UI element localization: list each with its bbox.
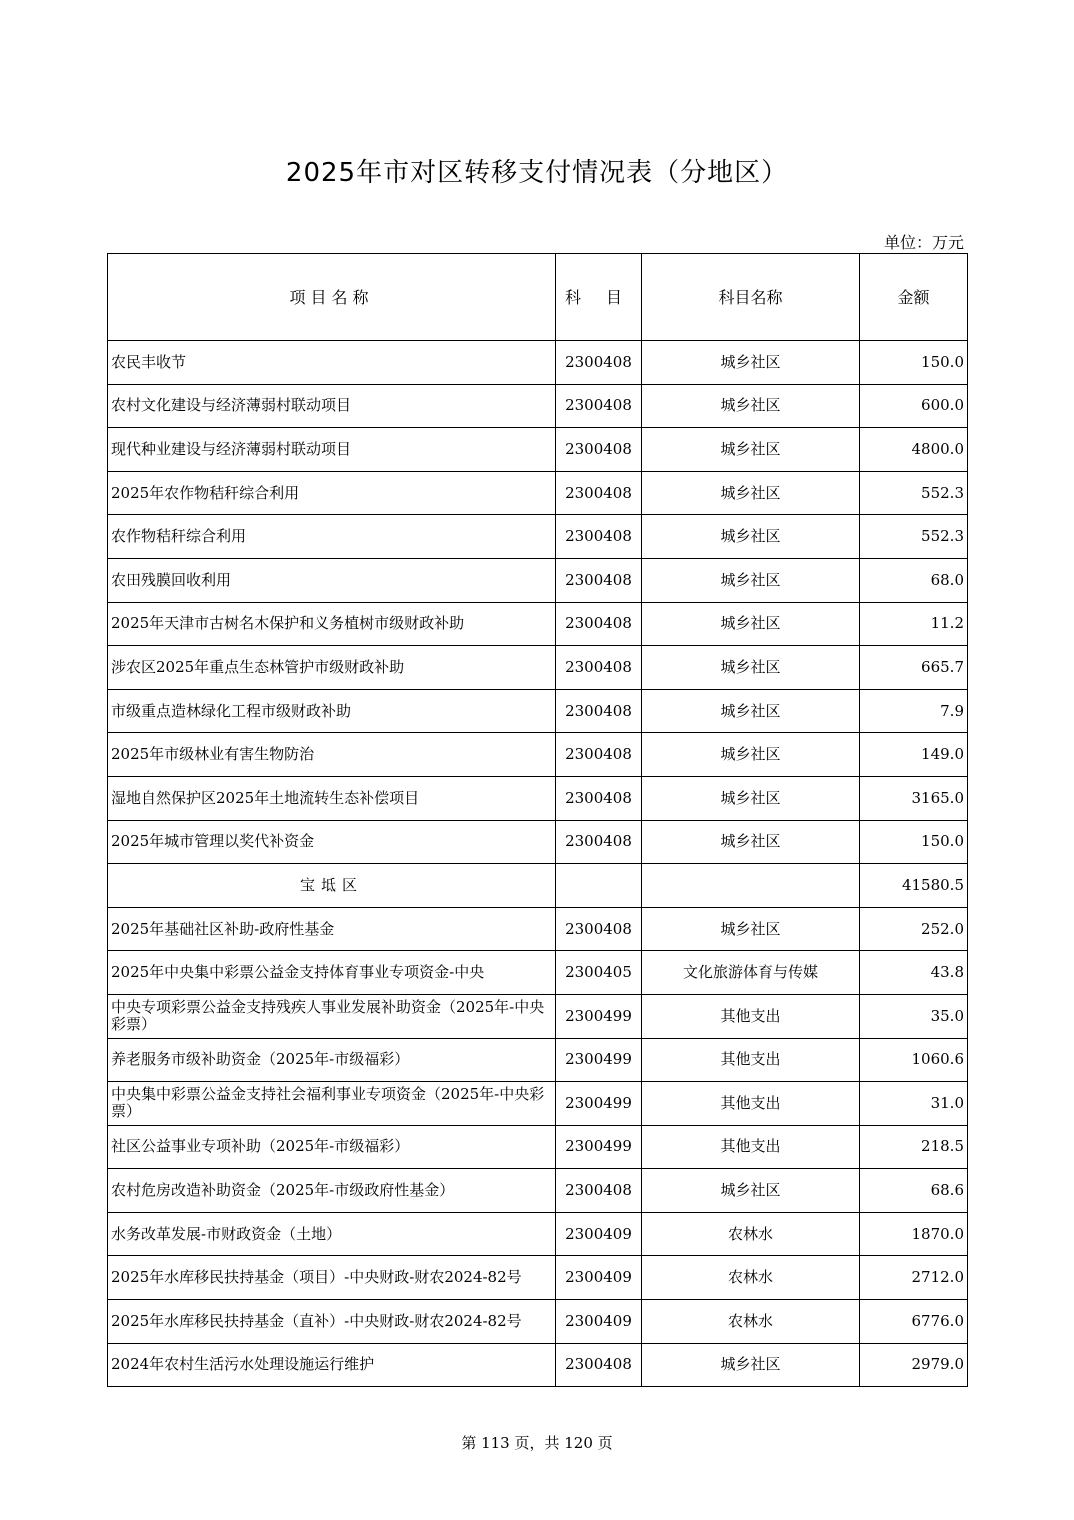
- header-subject-name: 科目名称: [642, 254, 860, 341]
- amount-cell: 218.5: [860, 1125, 968, 1169]
- amount-cell: 4800.0: [860, 428, 968, 472]
- subject-name-cell: 其他支出: [642, 994, 860, 1038]
- subject-name-cell: 城乡社区: [642, 558, 860, 602]
- subject-code-cell: 2300409: [556, 1212, 642, 1256]
- subject-name-cell: 城乡社区: [642, 602, 860, 646]
- table-row: [108, 1082, 968, 1126]
- table-row: [108, 1256, 968, 1300]
- project-name-cell: 涉农区2025年重点生态林管护市级财政补助: [108, 646, 556, 690]
- subject-name-cell: 农林水: [642, 1212, 860, 1256]
- amount-cell: 552.3: [860, 471, 968, 515]
- table-row: [108, 1300, 968, 1344]
- subject-code-cell: 2300408: [556, 646, 642, 690]
- project-name-cell: 农作物秸秆综合利用: [108, 515, 556, 559]
- subject-name-cell: 城乡社区: [642, 820, 860, 864]
- subject-code-cell: 2300409: [556, 1300, 642, 1344]
- subject-code-cell: 2300499: [556, 994, 642, 1038]
- subject-code-cell: [556, 864, 642, 908]
- amount-cell: 150.0: [860, 820, 968, 864]
- subject-name-cell: 城乡社区: [642, 733, 860, 777]
- subject-code-cell: 2300408: [556, 733, 642, 777]
- project-name-cell: 中央专项彩票公益金支持残疾人事业发展补助资金（2025年-中央彩票）: [108, 994, 556, 1038]
- table-header-row: [108, 254, 968, 341]
- subject-code-cell: 2300409: [556, 1256, 642, 1300]
- subject-name-cell: 其他支出: [642, 1082, 860, 1126]
- table-row: [108, 1125, 968, 1169]
- amount-cell: 68.6: [860, 1169, 968, 1213]
- table-row: [108, 776, 968, 820]
- project-name-cell: 湿地自然保护区2025年土地流转生态补偿项目: [108, 776, 556, 820]
- project-name-cell: 现代种业建设与经济薄弱村联动项目: [108, 428, 556, 472]
- table-row: [108, 951, 968, 995]
- project-name-cell: 2025年水库移民扶持基金（直补）-中央财政-财农2024-82号: [108, 1300, 556, 1344]
- amount-cell: 3165.0: [860, 776, 968, 820]
- subject-name-cell: 城乡社区: [642, 907, 860, 951]
- subject-name-cell: 城乡社区: [642, 384, 860, 428]
- subject-name-cell: 城乡社区: [642, 428, 860, 472]
- project-name-cell: 2025年中央集中彩票公益金支持体育事业专项资金-中央: [108, 951, 556, 995]
- table-row: [108, 1212, 968, 1256]
- subject-name-cell: 城乡社区: [642, 689, 860, 733]
- header-subject-code: 科 目: [556, 254, 642, 341]
- table-row: [108, 602, 968, 646]
- subject-code-cell: 2300408: [556, 558, 642, 602]
- table-row: [108, 341, 968, 385]
- amount-cell: 665.7: [860, 646, 968, 690]
- subject-code-cell: 2300499: [556, 1038, 642, 1082]
- page-title: 2025年市对区转移支付情况表（分地区）: [285, 158, 789, 188]
- header-amount: 金额: [860, 254, 968, 341]
- subject-code-cell: 2300405: [556, 951, 642, 995]
- district-row: [108, 864, 968, 908]
- table-row: [108, 689, 968, 733]
- project-name-cell: 2025年天津市古树名木保护和义务植树市级财政补助: [108, 602, 556, 646]
- amount-cell: 35.0: [860, 994, 968, 1038]
- project-name-cell: 中央集中彩票公益金支持社会福利事业专项资金（2025年-中央彩票）: [108, 1082, 556, 1126]
- subject-name-cell: 城乡社区: [642, 1169, 860, 1213]
- header-project-name: 项目名称: [108, 254, 556, 341]
- project-name-cell: 2024年农村生活污水处理设施运行维护: [108, 1343, 556, 1387]
- subject-code-cell: 2300408: [556, 384, 642, 428]
- table-row: [108, 994, 968, 1038]
- subject-name-cell: 农林水: [642, 1300, 860, 1344]
- subject-code-cell: 2300408: [556, 776, 642, 820]
- subject-name-cell: 其他支出: [642, 1125, 860, 1169]
- project-name-cell: 2025年农作物秸秆综合利用: [108, 471, 556, 515]
- subject-name-cell: 城乡社区: [642, 515, 860, 559]
- subject-name-cell: 城乡社区: [642, 1343, 860, 1387]
- transfer-payment-table: [107, 253, 968, 1387]
- project-name-cell: 2025年基础社区补助-政府性基金: [108, 907, 556, 951]
- amount-cell: 552.3: [860, 515, 968, 559]
- project-name-cell: 农村文化建设与经济薄弱村联动项目: [108, 384, 556, 428]
- subject-name-cell: 城乡社区: [642, 471, 860, 515]
- subject-code-cell: 2300499: [556, 1082, 642, 1126]
- table-row: [108, 471, 968, 515]
- amount-cell: 2979.0: [860, 1343, 968, 1387]
- project-name-cell: 农民丰收节: [108, 341, 556, 385]
- subject-name-cell: 农林水: [642, 1256, 860, 1300]
- subject-code-cell: 2300408: [556, 1343, 642, 1387]
- district-name-cell: 宝坻区: [108, 864, 556, 908]
- table-row: [108, 1169, 968, 1213]
- subject-name-cell: 城乡社区: [642, 646, 860, 690]
- amount-cell: 31.0: [860, 1082, 968, 1126]
- project-name-cell: 农田残膜回收利用: [108, 558, 556, 602]
- subject-code-cell: 2300408: [556, 428, 642, 472]
- subject-code-cell: 2300408: [556, 515, 642, 559]
- amount-cell: 11.2: [860, 602, 968, 646]
- table-row: [108, 428, 968, 472]
- project-name-cell: 养老服务市级补助资金（2025年-市级福彩）: [108, 1038, 556, 1082]
- table-row: [108, 558, 968, 602]
- subject-code-cell: 2300408: [556, 907, 642, 951]
- amount-cell: 150.0: [860, 341, 968, 385]
- amount-cell: 43.8: [860, 951, 968, 995]
- amount-cell: 2712.0: [860, 1256, 968, 1300]
- subject-name-cell: 文化旅游体育与传媒: [642, 951, 860, 995]
- page-footer: 第 113 页，共 120 页: [461, 1434, 613, 1452]
- amount-cell: 6776.0: [860, 1300, 968, 1344]
- subject-code-cell: 2300408: [556, 471, 642, 515]
- subject-code-cell: 2300499: [556, 1125, 642, 1169]
- subject-code-cell: 2300408: [556, 602, 642, 646]
- table-row: [108, 733, 968, 777]
- amount-cell: 1060.6: [860, 1038, 968, 1082]
- project-name-cell: 2025年城市管理以奖代补资金: [108, 820, 556, 864]
- subject-name-cell: [642, 864, 860, 908]
- table-row: [108, 646, 968, 690]
- unit-label: 单位：万元: [883, 233, 964, 252]
- project-name-cell: 2025年市级林业有害生物防治: [108, 733, 556, 777]
- subject-name-cell: 城乡社区: [642, 341, 860, 385]
- subject-name-cell: 城乡社区: [642, 776, 860, 820]
- table-row: [108, 820, 968, 864]
- subject-code-cell: 2300408: [556, 689, 642, 733]
- project-name-cell: 社区公益事业专项补助（2025年-市级福彩）: [108, 1125, 556, 1169]
- project-name-cell: 水务改革发展-市财政资金（土地）: [108, 1212, 556, 1256]
- amount-cell: 252.0: [860, 907, 968, 951]
- table-body: [108, 341, 968, 1387]
- table-row: [108, 907, 968, 951]
- table-row: [108, 384, 968, 428]
- project-name-cell: 2025年水库移民扶持基金（项目）-中央财政-财农2024-82号: [108, 1256, 556, 1300]
- subject-code-cell: 2300408: [556, 1169, 642, 1213]
- table-row: [108, 1343, 968, 1387]
- table-row: [108, 515, 968, 559]
- subject-code-cell: 2300408: [556, 820, 642, 864]
- project-name-cell: 市级重点造林绿化工程市级财政补助: [108, 689, 556, 733]
- subject-name-cell: 其他支出: [642, 1038, 860, 1082]
- amount-cell: 7.9: [860, 689, 968, 733]
- amount-cell: 1870.0: [860, 1212, 968, 1256]
- amount-cell: 600.0: [860, 384, 968, 428]
- amount-cell: 68.0: [860, 558, 968, 602]
- project-name-cell: 农村危房改造补助资金（2025年-市级政府性基金）: [108, 1169, 556, 1213]
- table-row: [108, 1038, 968, 1082]
- subject-code-cell: 2300408: [556, 341, 642, 385]
- amount-cell: 41580.5: [860, 864, 968, 908]
- amount-cell: 149.0: [860, 733, 968, 777]
